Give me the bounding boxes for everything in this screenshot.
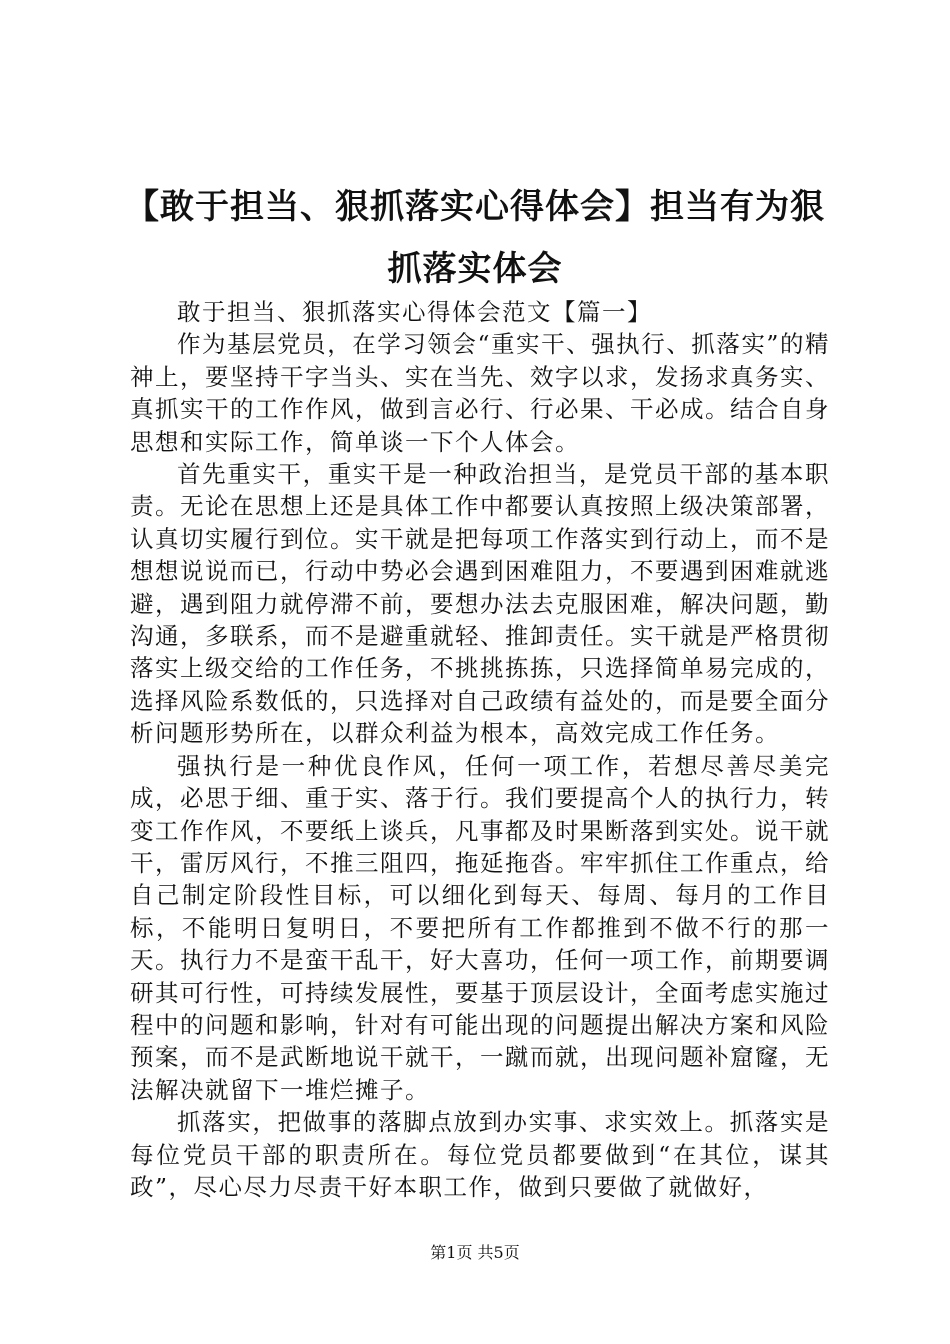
page-footer: 第1页 共5页 (430, 1243, 520, 1262)
paragraph-execution: 强执行是一种优良作风，任何一项工作，若想尽善尽美完成，必思于细、重于实、落于行。我们要提高个人的执行力，转变工作作风，不要纸上谈兵，凡事都及时果断落到实处。说干就干，雷厉风行，不推三阻四，拖延拖沓。牢牢抓住工作重点，给自己制定阶段性目标，可以细化到每天、每周、每月的工作目标，不能明日复明日，不要把所有工作都推到不做不行的那一天。执行力不是蛮干乱干，好大喜功，任何一项工作，前期要调研其可行性，可持续发展性，要基于顶层设计，全面考虑实施过程中的问题和影响，针对有可能出现的问题提出解决方案和风险预案，而不是武断地说干就干，一蹴而就，出现问题补窟窿，无法解决就留下一堆烂摊子。 (130, 751, 830, 1104)
paragraph-implementation: 抓落实，把做事的落脚点放到办实事、求实效上。抓落实是每位党员干部的职责所在。每位党员都要做到“在其位，谋其政”，尽心尽力尽责干好本职工作，做到只要做了就做好， (130, 1108, 830, 1201)
document-title: 【敢于担当、狠抓落实心得体会】担当有为狠抓落实体会 (125, 187, 825, 289)
paragraph-practical-work: 首先重实干，重实干是一种政治担当，是党员干部的基本职责。无论在思想上还是具体工作中都要认真按照上级决策部署，认真切实履行到位。实干就是把每项工作落实到行动上，而不是想想说说而已，行动中势必会遇到困难阻力，不要遇到困难就逃避，遇到阻力就停滞不前，要想办法去克服困难，解决问题，勤沟通，多联系，而不是避重就轻、推卸责任。实干就是严格贯彻落实上级交给的工作任务，不挑挑拣拣，只选择简单易完成的，选择风险系数低的，只选择对自己政绩有益处的，而是要全面分析问题形势所在，以群众利益为根本，高效完成工作任务。 (130, 460, 830, 748)
section-heading: 敢于担当、狠抓落实心得体会范文【篇一】 (177, 298, 652, 326)
document-body (130, 296, 830, 1203)
paragraph-intro: 作为基层党员，在学习领会“重实干、强执行、抓落实”的精神上，要坚持干字当头、实在当先、效字以求，发扬求真务实、真抓实干的工作作风，做到言必行、行必果、干必成。结合自身思想和实际工作，简单谈一下个人体会。 (130, 330, 830, 456)
